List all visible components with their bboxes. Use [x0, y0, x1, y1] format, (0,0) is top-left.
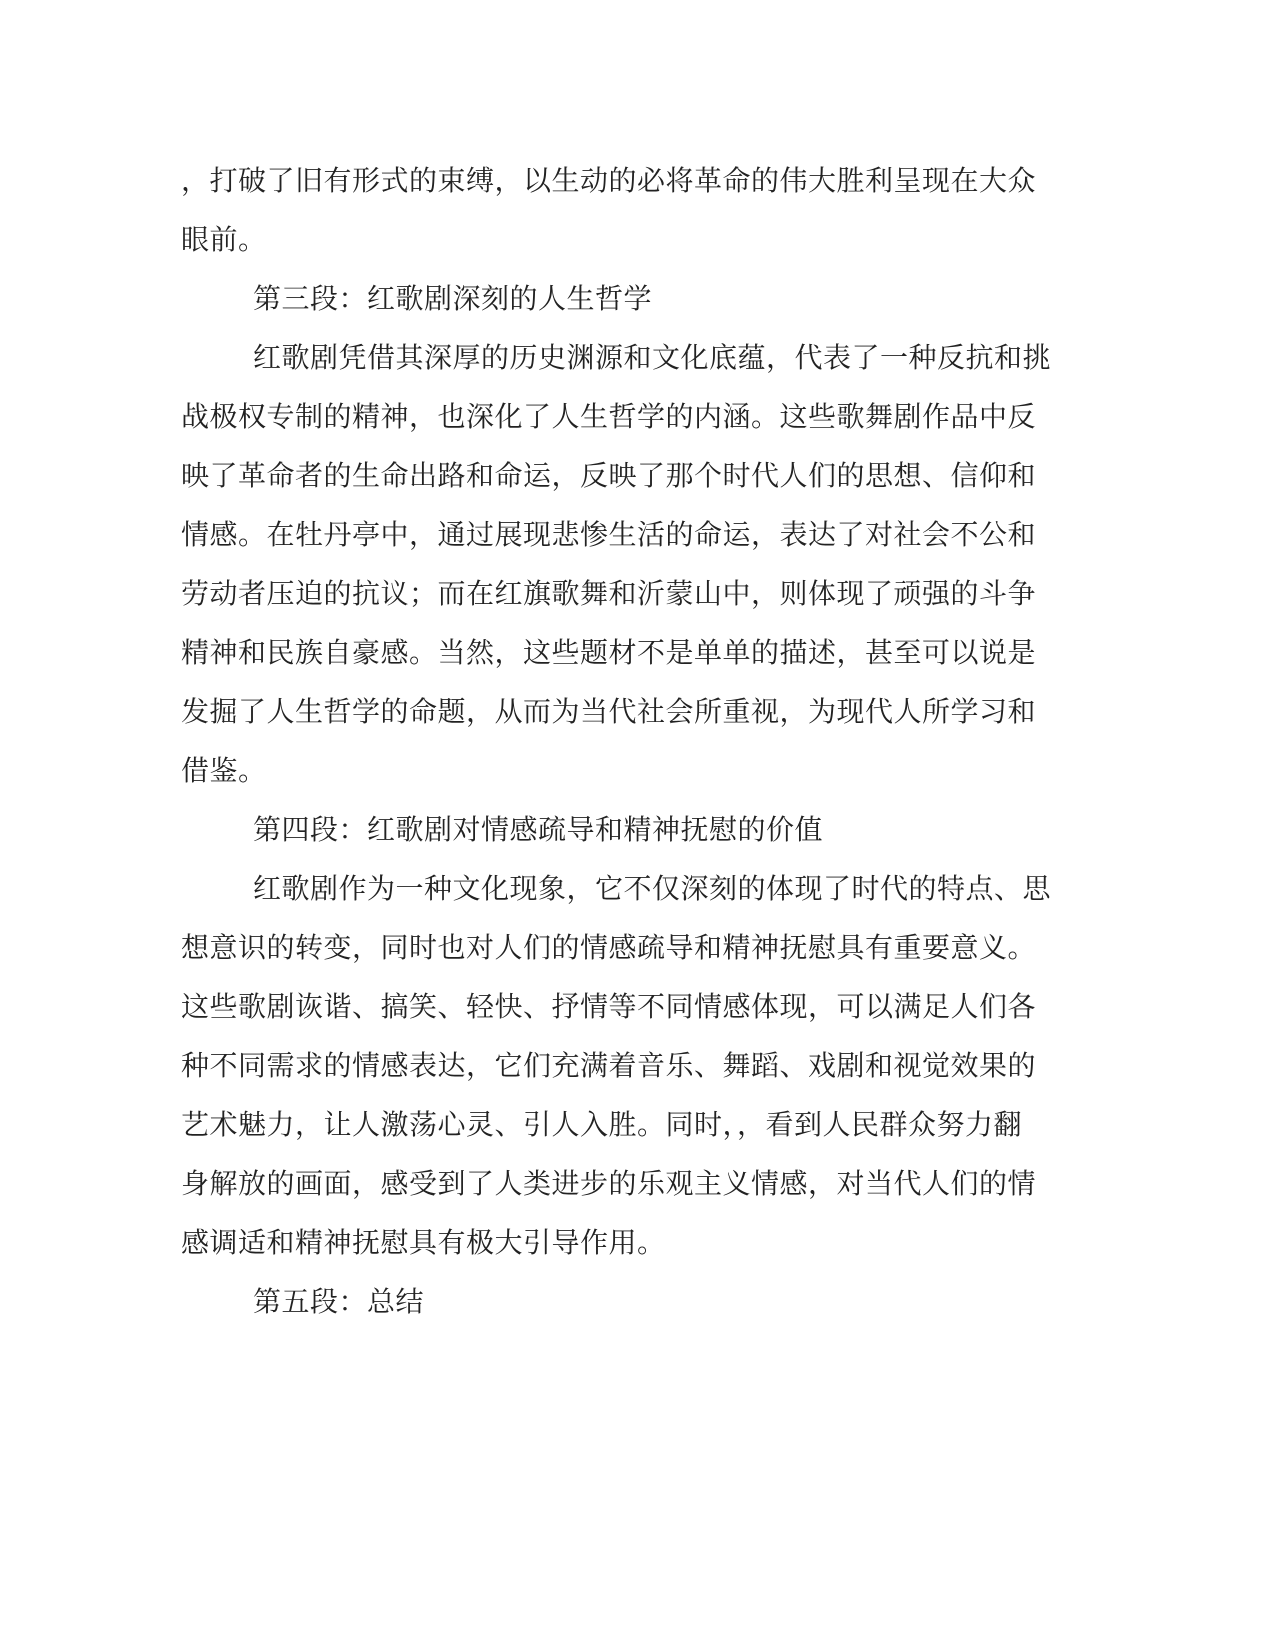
text-line: 映了革命者的生命出路和命运，反映了那个时代人们的思想、信仰和 — [181, 459, 1037, 492]
section-heading: 第四段：红歌剧对情感疏导和精神抚慰的价值 — [253, 813, 824, 846]
text-line: 艺术魅力，让人激荡心灵、引人入胜。同时，，看到人民群众努力翻 — [181, 1108, 1023, 1141]
text-line: 战极权专制的精神，也深化了人生哲学的内涵。这些歌舞剧作品中反 — [181, 400, 1037, 433]
text-line: 感调适和精神抚慰具有极大引导作用。 — [181, 1226, 666, 1259]
text-line: 劳动者压迫的抗议；而在红旗歌舞和沂蒙山中，则体现了顽强的斗争 — [181, 577, 1037, 610]
text-line: 眼前。 — [181, 223, 267, 256]
text-line: 红歌剧凭借其深厚的历史渊源和文化底蕴，代表了一种反抗和挑 — [253, 341, 1052, 374]
section-heading: 第五段：总结 — [253, 1285, 425, 1318]
text-line: ，打破了旧有形式的束缚，以生动的必将革命的伟大胜利呈现在大众 — [181, 164, 1037, 197]
text-line: 种不同需求的情感表达，它们充满着音乐、舞蹈、戏剧和视觉效果的 — [181, 1049, 1037, 1082]
section-heading: 第三段：红歌剧深刻的人生哲学 — [253, 282, 653, 315]
text-line: 借鉴。 — [181, 754, 267, 787]
text-line: 这些歌剧诙谐、搞笑、轻快、抒情等不同情感体现，可以满足人们各 — [181, 990, 1037, 1023]
text-line: 精神和民族自豪感。当然，这些题材不是单单的描述，甚至可以说是 — [181, 636, 1037, 669]
text-line: 想意识的转变，同时也对人们的情感疏导和精神抚慰具有重要意义。 — [181, 931, 1037, 964]
text-line: 情感。在牡丹亭中，通过展现悲惨生活的命运，表达了对社会不公和 — [181, 518, 1037, 551]
text-line: 发掘了人生哲学的命题，从而为当代社会所重视，为现代人所学习和 — [181, 695, 1037, 728]
text-line: 身解放的画面，感受到了人类进步的乐观主义情感，对当代人们的情 — [181, 1167, 1037, 1200]
text-line: 红歌剧作为一种文化现象，它不仅深刻的体现了时代的特点、思 — [253, 872, 1052, 905]
